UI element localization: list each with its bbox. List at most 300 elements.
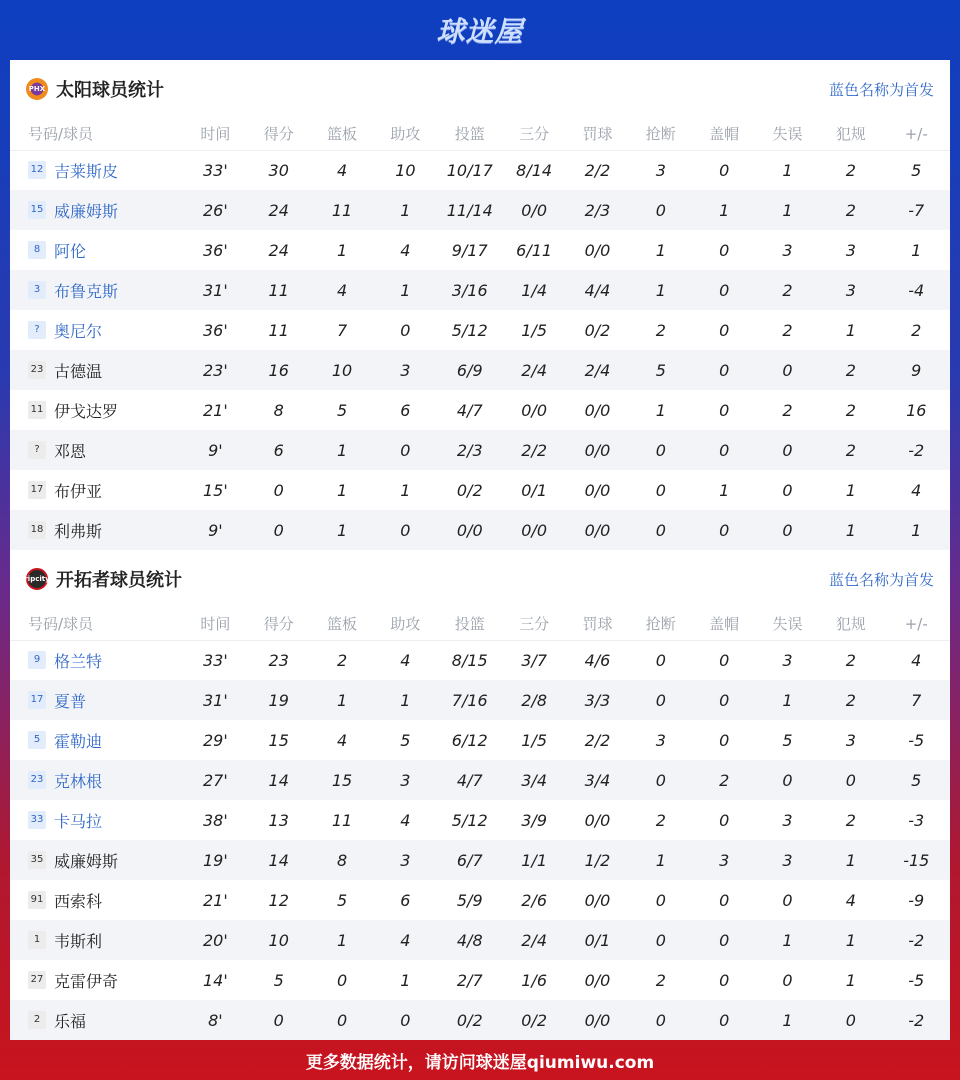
- player-cell[interactable]: [10, 230, 184, 270]
- player-cell[interactable]: [10, 800, 184, 840]
- table-row[interactable]: [10, 230, 950, 270]
- player-name-link[interactable]: 古德温: [54, 361, 103, 381]
- column-header: 盖帽: [692, 118, 755, 150]
- stat-cell: 4: [310, 150, 373, 190]
- table-row[interactable]: [10, 680, 950, 720]
- stat-cell: 10: [310, 350, 373, 390]
- stat-cell: 2/2: [566, 720, 629, 760]
- stat-cell: -4: [883, 270, 950, 310]
- stat-cell: 11: [310, 190, 373, 230]
- stat-cell: 3/16: [437, 270, 502, 310]
- jersey-number-badge: 8: [28, 241, 46, 259]
- stat-cell: 0: [692, 680, 755, 720]
- stat-cell: 1: [756, 680, 819, 720]
- player-name-link[interactable]: 布鲁克斯: [54, 281, 119, 301]
- stat-cell: 12: [247, 880, 310, 920]
- player-cell[interactable]: [10, 390, 184, 430]
- stat-cell: 2: [819, 640, 882, 680]
- stat-cell: 1: [883, 230, 950, 270]
- stat-cell: 2/7: [437, 960, 502, 1000]
- jersey-number-badge: 9: [28, 651, 46, 669]
- jersey-number-badge: ?: [28, 441, 46, 459]
- stat-cell: 3: [629, 720, 692, 760]
- stat-cell: 5: [883, 150, 950, 190]
- player-cell[interactable]: [10, 840, 184, 880]
- column-header: 投篮: [437, 118, 502, 150]
- stat-cell: 4: [374, 230, 437, 270]
- stat-cell: 30: [247, 150, 310, 190]
- table-row[interactable]: [10, 1000, 950, 1040]
- jersey-number-badge: 33: [28, 811, 46, 829]
- jersey-number-badge: 17: [28, 481, 46, 499]
- table-row[interactable]: [10, 350, 950, 390]
- player-name-link[interactable]: 格兰特: [54, 651, 103, 671]
- starter-note: 蓝色名称为首发: [828, 570, 934, 589]
- stat-cell: 0/0: [566, 880, 629, 920]
- stat-cell: 1: [374, 470, 437, 510]
- top-bar: [0, 0, 960, 60]
- table-row[interactable]: [10, 190, 950, 230]
- stat-cell: 1: [756, 150, 819, 190]
- stat-cell: 4/8: [437, 920, 502, 960]
- column-header: 失误: [756, 608, 819, 640]
- stat-cell: 4: [374, 800, 437, 840]
- stat-cell: 0: [629, 880, 692, 920]
- player-stats-table: [10, 608, 950, 1040]
- stat-cell: 3: [374, 350, 437, 390]
- team-sections: [10, 60, 950, 1040]
- jersey-number-badge: 5: [28, 731, 46, 749]
- player-cell[interactable]: [10, 470, 184, 510]
- column-header: 助攻: [374, 118, 437, 150]
- stat-cell: 2: [692, 760, 755, 800]
- player-cell[interactable]: [10, 350, 184, 390]
- stat-cell: 3/9: [502, 800, 565, 840]
- stat-cell: 5/9: [437, 880, 502, 920]
- stat-cell: 23: [247, 640, 310, 680]
- player-cell[interactable]: [10, 680, 184, 720]
- column-header: 投篮: [437, 608, 502, 640]
- stat-cell: 8/15: [437, 640, 502, 680]
- stat-cell: 4: [883, 470, 950, 510]
- column-header: 三分: [502, 608, 565, 640]
- stat-cell: 0/0: [437, 510, 502, 550]
- stat-cell: 0: [692, 430, 755, 470]
- stat-cell: 2: [756, 310, 819, 350]
- stat-cell: 0/0: [566, 470, 629, 510]
- stat-cell: -9: [883, 880, 950, 920]
- stat-cell: 2/8: [502, 680, 565, 720]
- stat-cell: 0: [629, 680, 692, 720]
- stat-cell: 0: [692, 960, 755, 1000]
- stat-cell: 3: [629, 150, 692, 190]
- stat-cell: 0: [692, 510, 755, 550]
- stat-cell: 0: [692, 270, 755, 310]
- stat-cell: -7: [883, 190, 950, 230]
- table-row[interactable]: [10, 150, 950, 190]
- stat-cell: 6: [374, 390, 437, 430]
- team-logo-icon: ripcity: [26, 568, 48, 590]
- stat-cell: 1: [819, 510, 882, 550]
- stat-cell: 16: [883, 390, 950, 430]
- player-cell[interactable]: [10, 720, 184, 760]
- stat-cell: 4: [883, 640, 950, 680]
- stat-cell: 3/4: [566, 760, 629, 800]
- jersey-number-badge: 23: [28, 771, 46, 789]
- stat-cell: 1: [629, 270, 692, 310]
- stat-cell: 3: [692, 840, 755, 880]
- player-name-link[interactable]: 夏普: [54, 691, 87, 711]
- stat-cell: 1: [756, 1000, 819, 1040]
- table-row[interactable]: [10, 760, 950, 800]
- stat-cell: 2: [819, 350, 882, 390]
- stat-cell: 1: [629, 840, 692, 880]
- stat-cell: 0/1: [566, 920, 629, 960]
- column-header: 犯规: [819, 118, 882, 150]
- column-header: 号码/球员: [10, 608, 184, 640]
- player-name-link[interactable]: 卡马拉: [54, 811, 103, 831]
- stat-cell: 3: [756, 800, 819, 840]
- stat-cell: 2/3: [566, 190, 629, 230]
- column-header: 抢断: [629, 118, 692, 150]
- stat-cell: 1: [374, 680, 437, 720]
- player-cell[interactable]: [10, 430, 184, 470]
- player-name-link[interactable]: 伊戈达罗: [54, 401, 119, 421]
- stat-cell: 0: [819, 760, 882, 800]
- stat-cell: 10/17: [437, 150, 502, 190]
- player-cell[interactable]: [10, 920, 184, 960]
- jersey-number-badge: 15: [28, 201, 46, 219]
- table-row[interactable]: [10, 640, 950, 680]
- stat-cell: 0/2: [566, 310, 629, 350]
- column-header: 得分: [247, 118, 310, 150]
- stat-cell: -15: [883, 840, 950, 880]
- table-header-row: [10, 118, 950, 150]
- jersey-number-badge: 12: [28, 161, 46, 179]
- stat-cell: 5: [310, 880, 373, 920]
- stat-cell: 0: [756, 760, 819, 800]
- stat-cell: 2: [819, 800, 882, 840]
- player-name-link[interactable]: 克雷伊奇: [54, 971, 119, 991]
- stat-cell: 5: [883, 760, 950, 800]
- stat-cell: 2/3: [437, 430, 502, 470]
- jersey-number-badge: ?: [28, 321, 46, 339]
- stat-cell: 33': [184, 640, 247, 680]
- jersey-number-badge: 18: [28, 521, 46, 539]
- stat-cell: 0: [629, 640, 692, 680]
- player-name-link[interactable]: 阿伦: [54, 241, 87, 261]
- stat-cell: -2: [883, 1000, 950, 1040]
- jersey-number-badge: 1: [28, 931, 46, 949]
- stat-cell: 11: [310, 800, 373, 840]
- stat-cell: 38': [184, 800, 247, 840]
- stat-cell: 7: [310, 310, 373, 350]
- stat-cell: 0: [692, 150, 755, 190]
- player-name-link[interactable]: 邓恩: [54, 441, 87, 461]
- stat-cell: 0: [756, 470, 819, 510]
- stat-cell: 4: [374, 920, 437, 960]
- stat-cell: 36': [184, 230, 247, 270]
- stat-cell: 2/4: [566, 350, 629, 390]
- stat-cell: 3/7: [502, 640, 565, 680]
- stat-cell: 1/5: [502, 310, 565, 350]
- stat-cell: 19': [184, 840, 247, 880]
- stat-cell: 3/3: [566, 680, 629, 720]
- stat-cell: 5/12: [437, 800, 502, 840]
- player-name-link[interactable]: 威廉姆斯: [54, 851, 119, 871]
- table-row[interactable]: [10, 510, 950, 550]
- stat-cell: 1: [374, 190, 437, 230]
- stat-cell: 0/1: [502, 470, 565, 510]
- player-cell[interactable]: [10, 270, 184, 310]
- stat-cell: 2/6: [502, 880, 565, 920]
- player-cell[interactable]: [10, 880, 184, 920]
- jersey-number-badge: 23: [28, 361, 46, 379]
- stat-cell: 1: [819, 920, 882, 960]
- stat-cell: 0: [374, 430, 437, 470]
- jersey-number-badge: 35: [28, 851, 46, 869]
- stat-cell: 16: [247, 350, 310, 390]
- team-section-header: [10, 550, 950, 608]
- table-row[interactable]: [10, 270, 950, 310]
- column-header: 抢断: [629, 608, 692, 640]
- stat-cell: 1: [819, 310, 882, 350]
- column-header: 失误: [756, 118, 819, 150]
- stat-cell: 0: [374, 1000, 437, 1040]
- team-section-header: [10, 60, 950, 118]
- jersey-number-badge: 27: [28, 971, 46, 989]
- table-row[interactable]: [10, 800, 950, 840]
- column-header: 时间: [184, 118, 247, 150]
- stat-cell: 10: [247, 920, 310, 960]
- stat-cell: 3/4: [502, 760, 565, 800]
- stat-cell: 1: [756, 190, 819, 230]
- stat-cell: 13: [247, 800, 310, 840]
- stat-cell: 6/12: [437, 720, 502, 760]
- stat-cell: 1: [629, 390, 692, 430]
- player-cell[interactable]: [10, 960, 184, 1000]
- column-header: 罚球: [566, 118, 629, 150]
- player-cell[interactable]: [10, 510, 184, 550]
- stat-cell: 21': [184, 880, 247, 920]
- footer-text: 更多数据统计，请访问球迷屋qiumiwu.com: [305, 1052, 655, 1073]
- stat-cell: 4/4: [566, 270, 629, 310]
- stat-cell: 3: [374, 760, 437, 800]
- stat-cell: 1: [310, 920, 373, 960]
- column-header: 盖帽: [692, 608, 755, 640]
- stat-cell: 0: [629, 470, 692, 510]
- stat-cell: 1: [819, 470, 882, 510]
- stat-cell: 24: [247, 230, 310, 270]
- table-row[interactable]: [10, 310, 950, 350]
- jersey-number-badge: 91: [28, 891, 46, 909]
- stat-cell: 0/0: [566, 510, 629, 550]
- stat-cell: 24: [247, 190, 310, 230]
- stat-cell: 5: [756, 720, 819, 760]
- stat-cell: 0: [247, 470, 310, 510]
- stat-cell: 9': [184, 430, 247, 470]
- stat-cell: 3: [819, 270, 882, 310]
- stat-cell: 0: [756, 960, 819, 1000]
- stat-cell: 15': [184, 470, 247, 510]
- stat-cell: 2: [819, 190, 882, 230]
- stat-cell: 15: [247, 720, 310, 760]
- stat-cell: -5: [883, 720, 950, 760]
- stat-cell: 0/0: [566, 430, 629, 470]
- player-cell[interactable]: [10, 310, 184, 350]
- table-row[interactable]: [10, 720, 950, 760]
- stat-cell: 0: [692, 350, 755, 390]
- column-header: 犯规: [819, 608, 882, 640]
- player-name-link[interactable]: 韦斯利: [54, 931, 103, 951]
- player-stats-table: [10, 118, 950, 550]
- team-title: 太阳球员统计: [56, 80, 164, 101]
- jersey-number-badge: 17: [28, 691, 46, 709]
- stat-cell: 0: [692, 800, 755, 840]
- stat-cell: 8': [184, 1000, 247, 1040]
- team-title-group: [26, 76, 164, 102]
- site-logo: 球迷屋: [436, 15, 524, 48]
- player-name-link[interactable]: 威廉姆斯: [54, 201, 119, 221]
- stat-cell: 4/6: [566, 640, 629, 680]
- stat-cell: 33': [184, 150, 247, 190]
- table-row[interactable]: [10, 430, 950, 470]
- player-cell[interactable]: [10, 150, 184, 190]
- stat-cell: 4/7: [437, 760, 502, 800]
- stat-cell: 2/2: [502, 430, 565, 470]
- stat-cell: 5: [629, 350, 692, 390]
- stat-cell: 4/7: [437, 390, 502, 430]
- stat-cell: -2: [883, 920, 950, 960]
- player-name-link[interactable]: 乐福: [54, 1011, 87, 1031]
- starter-note: 蓝色名称为首发: [828, 80, 934, 99]
- column-header: 得分: [247, 608, 310, 640]
- stat-cell: 0/0: [502, 190, 565, 230]
- column-header: 罚球: [566, 608, 629, 640]
- stat-cell: 2: [629, 960, 692, 1000]
- table-row[interactable]: [10, 960, 950, 1000]
- table-row[interactable]: [10, 840, 950, 880]
- stat-cell: 2: [629, 800, 692, 840]
- stats-card: [10, 60, 950, 1040]
- stat-cell: 0: [692, 880, 755, 920]
- player-name-link[interactable]: 奥尼尔: [54, 321, 103, 341]
- stat-cell: 0: [756, 430, 819, 470]
- stat-cell: 1/2: [566, 840, 629, 880]
- stat-cell: 1: [819, 840, 882, 880]
- stat-cell: 11: [247, 270, 310, 310]
- player-name-link[interactable]: 吉莱斯皮: [54, 161, 119, 181]
- stat-cell: 2: [629, 310, 692, 350]
- stat-cell: 8/14: [502, 150, 565, 190]
- stat-cell: 23': [184, 350, 247, 390]
- stat-cell: 1: [883, 510, 950, 550]
- stat-cell: 0: [629, 1000, 692, 1040]
- stat-cell: 1: [310, 430, 373, 470]
- stat-cell: 0: [629, 920, 692, 960]
- stat-cell: 0: [374, 310, 437, 350]
- footer-bar: [0, 1040, 960, 1080]
- stat-cell: 2: [819, 150, 882, 190]
- stat-cell: 0: [247, 1000, 310, 1040]
- stat-cell: 0: [629, 190, 692, 230]
- stat-cell: 1/1: [502, 840, 565, 880]
- stat-cell: 4: [310, 270, 373, 310]
- stat-cell: -5: [883, 960, 950, 1000]
- stat-cell: 0: [692, 640, 755, 680]
- stat-cell: 0/0: [502, 510, 565, 550]
- player-name-link[interactable]: 霍勒迪: [54, 731, 103, 751]
- stat-cell: 0/0: [566, 230, 629, 270]
- stat-cell: 31': [184, 680, 247, 720]
- stat-cell: 0/0: [566, 960, 629, 1000]
- stat-cell: 0: [819, 1000, 882, 1040]
- stat-cell: 0: [692, 230, 755, 270]
- stat-cell: 29': [184, 720, 247, 760]
- stat-cell: 14': [184, 960, 247, 1000]
- stat-cell: 3: [819, 720, 882, 760]
- column-header: 号码/球员: [10, 118, 184, 150]
- stat-cell: 2/4: [502, 350, 565, 390]
- player-name-link[interactable]: 利弗斯: [54, 521, 103, 541]
- column-header: 篮板: [310, 608, 373, 640]
- stat-cell: 0: [692, 1000, 755, 1040]
- stat-cell: 0/2: [437, 470, 502, 510]
- stat-cell: 9: [883, 350, 950, 390]
- stat-cell: 0: [247, 510, 310, 550]
- stat-cell: 3: [756, 640, 819, 680]
- stat-cell: 1: [819, 960, 882, 1000]
- stat-cell: 31': [184, 270, 247, 310]
- stat-cell: 0/0: [566, 800, 629, 840]
- stat-cell: 1: [310, 470, 373, 510]
- column-header: 助攻: [374, 608, 437, 640]
- stat-cell: 3: [819, 230, 882, 270]
- player-name-link[interactable]: 克林根: [54, 771, 103, 791]
- team-title: 开拓者球员统计: [56, 570, 182, 591]
- player-cell[interactable]: [10, 640, 184, 680]
- table-row[interactable]: [10, 470, 950, 510]
- stat-cell: 10: [374, 150, 437, 190]
- player-cell[interactable]: [10, 760, 184, 800]
- stat-cell: 15: [310, 760, 373, 800]
- table-row[interactable]: [10, 880, 950, 920]
- player-name-link[interactable]: 布伊亚: [54, 481, 103, 501]
- stat-cell: 27': [184, 760, 247, 800]
- stat-cell: 7: [883, 680, 950, 720]
- stat-cell: 1: [374, 960, 437, 1000]
- player-cell[interactable]: [10, 190, 184, 230]
- stat-cell: 0: [692, 310, 755, 350]
- stat-cell: 1/6: [502, 960, 565, 1000]
- table-row[interactable]: [10, 920, 950, 960]
- team-logo-icon: PHX: [26, 78, 48, 100]
- stat-cell: 2: [819, 680, 882, 720]
- stat-cell: 1: [310, 230, 373, 270]
- player-cell[interactable]: [10, 1000, 184, 1040]
- stat-cell: 2: [819, 430, 882, 470]
- stat-cell: 6/11: [502, 230, 565, 270]
- stat-cell: 1: [756, 920, 819, 960]
- player-name-link[interactable]: 西索科: [54, 891, 103, 911]
- table-row[interactable]: [10, 390, 950, 430]
- stat-cell: 2: [819, 390, 882, 430]
- stat-cell: 2: [883, 310, 950, 350]
- stat-cell: 11/14: [437, 190, 502, 230]
- stat-cell: 3: [756, 840, 819, 880]
- stat-cell: 9/17: [437, 230, 502, 270]
- stat-cell: 0: [692, 920, 755, 960]
